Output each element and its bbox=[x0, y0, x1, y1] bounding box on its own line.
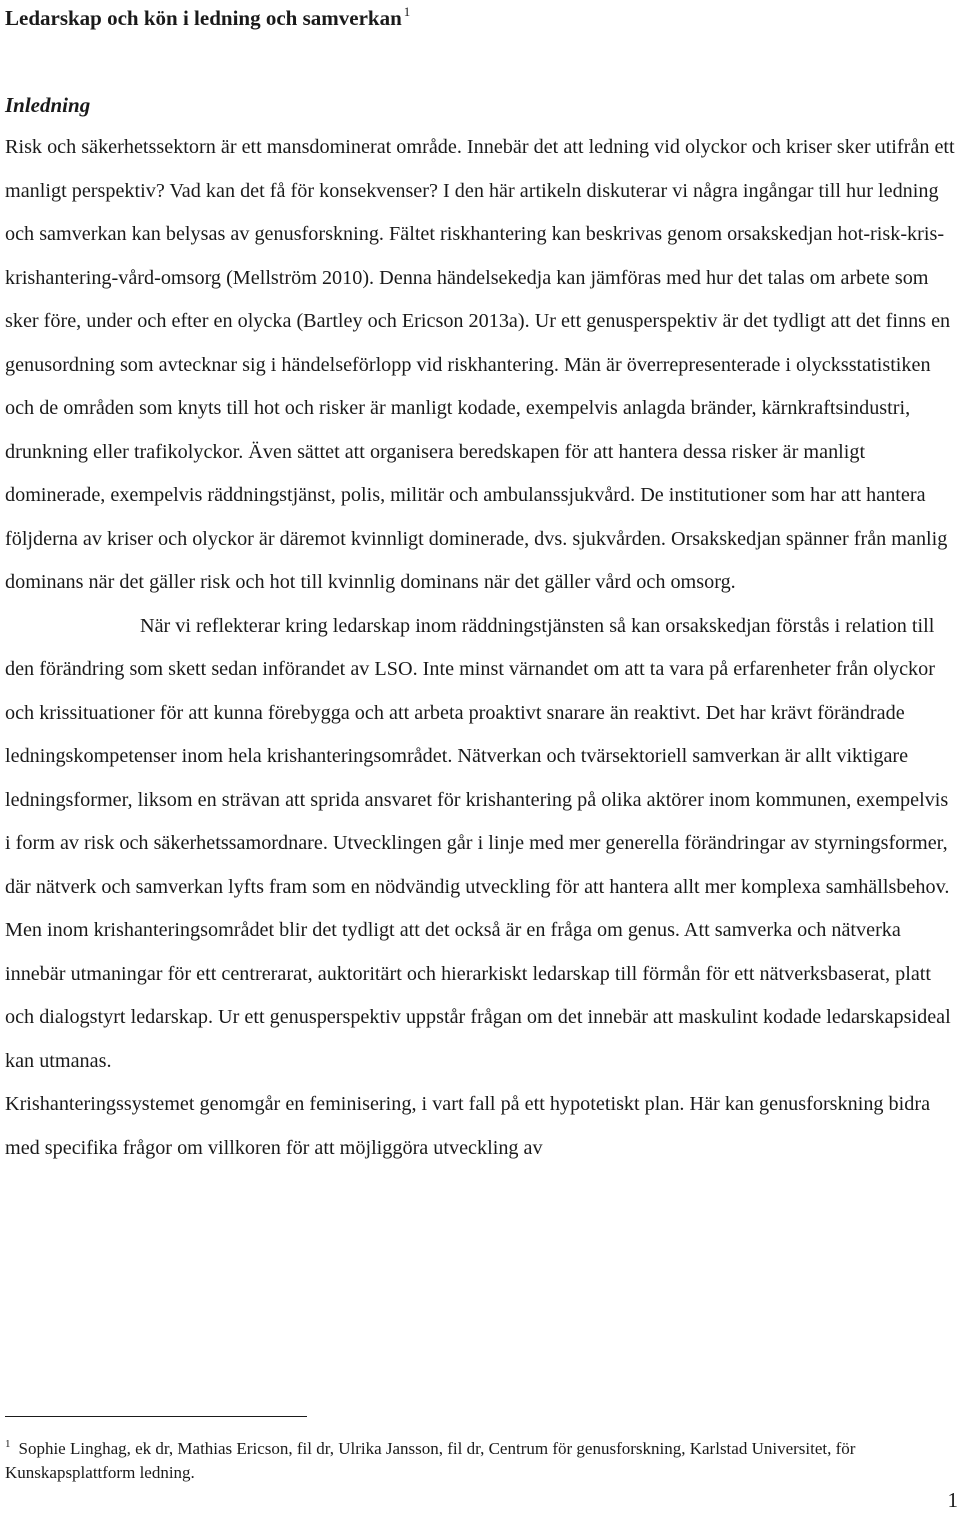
footnote-marker: 1 bbox=[5, 1438, 11, 1450]
document-title bbox=[5, 4, 410, 31]
body-text bbox=[5, 126, 955, 1170]
paragraph-leadership: När vi reflekterar kring ledarskap inom räddningstjänsten så kan orsakskedjan förstås i relation till den förändring som skett sedan införandet av LSO. Inte minst värnandet om att ta vara på erfarenheter från olyckor och krissituationer för att kunna förebygga och att arbeta proaktivt snarare än reaktivt. Det har krävt förändrade ledningskompetenser inom hela krishanteringsområdet. Nätverkan och tvärsektoriell samverkan är allt viktigare ledningsformer, liksom en strävan att sprida ansvaret för krishantering på olika aktörer inom kommunen, exempelvis i form av risk och säkerhetssamordnare. Utvecklingen går i linje med mer generella förändringar av styrningsformer, där nätverk och samverkan lyfts fram som en nödvändig utveckling för att hantera allt mer komplexa samhällsbehov. Men inom krishanteringsområdet blir det tydligt att det också är en fråga om genus. Att samverka och nätverka innebär utmaningar för ett centrerarat, auktoritärt och hierarkiskt ledarskap till förmån för ett nätverksbaserat, platt och dialogstyrt ledarskap. Ur ett genusperspektiv uppstår frågan om det innebär att maskulint kodade ledarskapsideal kan utmanas. bbox=[5, 614, 951, 1072]
section-heading: Inledning bbox=[5, 93, 91, 117]
footnote bbox=[5, 1432, 950, 1485]
paragraph-feminisation: Krishanteringssystemet genomgår en feminisering, i vart fall på ett hypotetiskt plan. Här kan genusforskning bidra med specifika frågor om villkoren för att möjliggöra utveckling av bbox=[5, 1093, 931, 1159]
footnote-text: Sophie Linghag, ek dr, Mathias Ericson, fil dr, Ulrika Jansson, fil dr, Centrum för genusforskning, Karlstad Universitet, för Kunskapsplattform ledning. bbox=[5, 1439, 856, 1482]
title-text: Ledarskap och kön i ledning och samverkan bbox=[5, 6, 402, 30]
title-footnote-marker[interactable]: 1 bbox=[403, 4, 411, 19]
page-number: 1 bbox=[947, 1488, 958, 1512]
footnote-separator bbox=[5, 1416, 307, 1417]
paragraph-intro: Risk och säkerhetssektorn är ett mansdominerat område. Innebär det att ledning vid olyckor och kriser sker utifrån ett manligt perspektiv? Vad kan det få för konsekvenser? I den här artikeln diskuterar vi några ingångar till hur ledning och samverkan kan belysas av genusforskning. Fältet riskhantering kan beskrivas genom orsakskedjan hot-risk-kris-krishantering-vård-omsorg (Mellström 2010). Denna händelsekedja kan jämföras med hur det talas om arbete som sker före, under och efter en olycka (Bartley och Ericson 2013a). Ur ett genusperspektiv är det tydligt att det finns en genusordning som avtecknar sig i händelseförlopp vid riskhantering. Män är överrepresenterade i olycksstatistiken och de områden som knyts till hot och risker är manligt kodade, exempelvis anlagda bränder, kärnkraftsindustri, drunkning eller trafikolyckor. Även sättet att organisera beredskapen för att hantera dessa risker är manligt dominerade, exempelvis räddningstjänst, polis, militär och ambulanssjukvård. De institutioner som har att hantera följderna av kriser och olyckor är däremot kvinnligt dominerade, dvs. sjukvården. Orsakskedjan spänner från manlig dominans när det gäller risk och hot till kvinnlig dominans när det gäller vård och omsorg. bbox=[5, 136, 955, 593]
